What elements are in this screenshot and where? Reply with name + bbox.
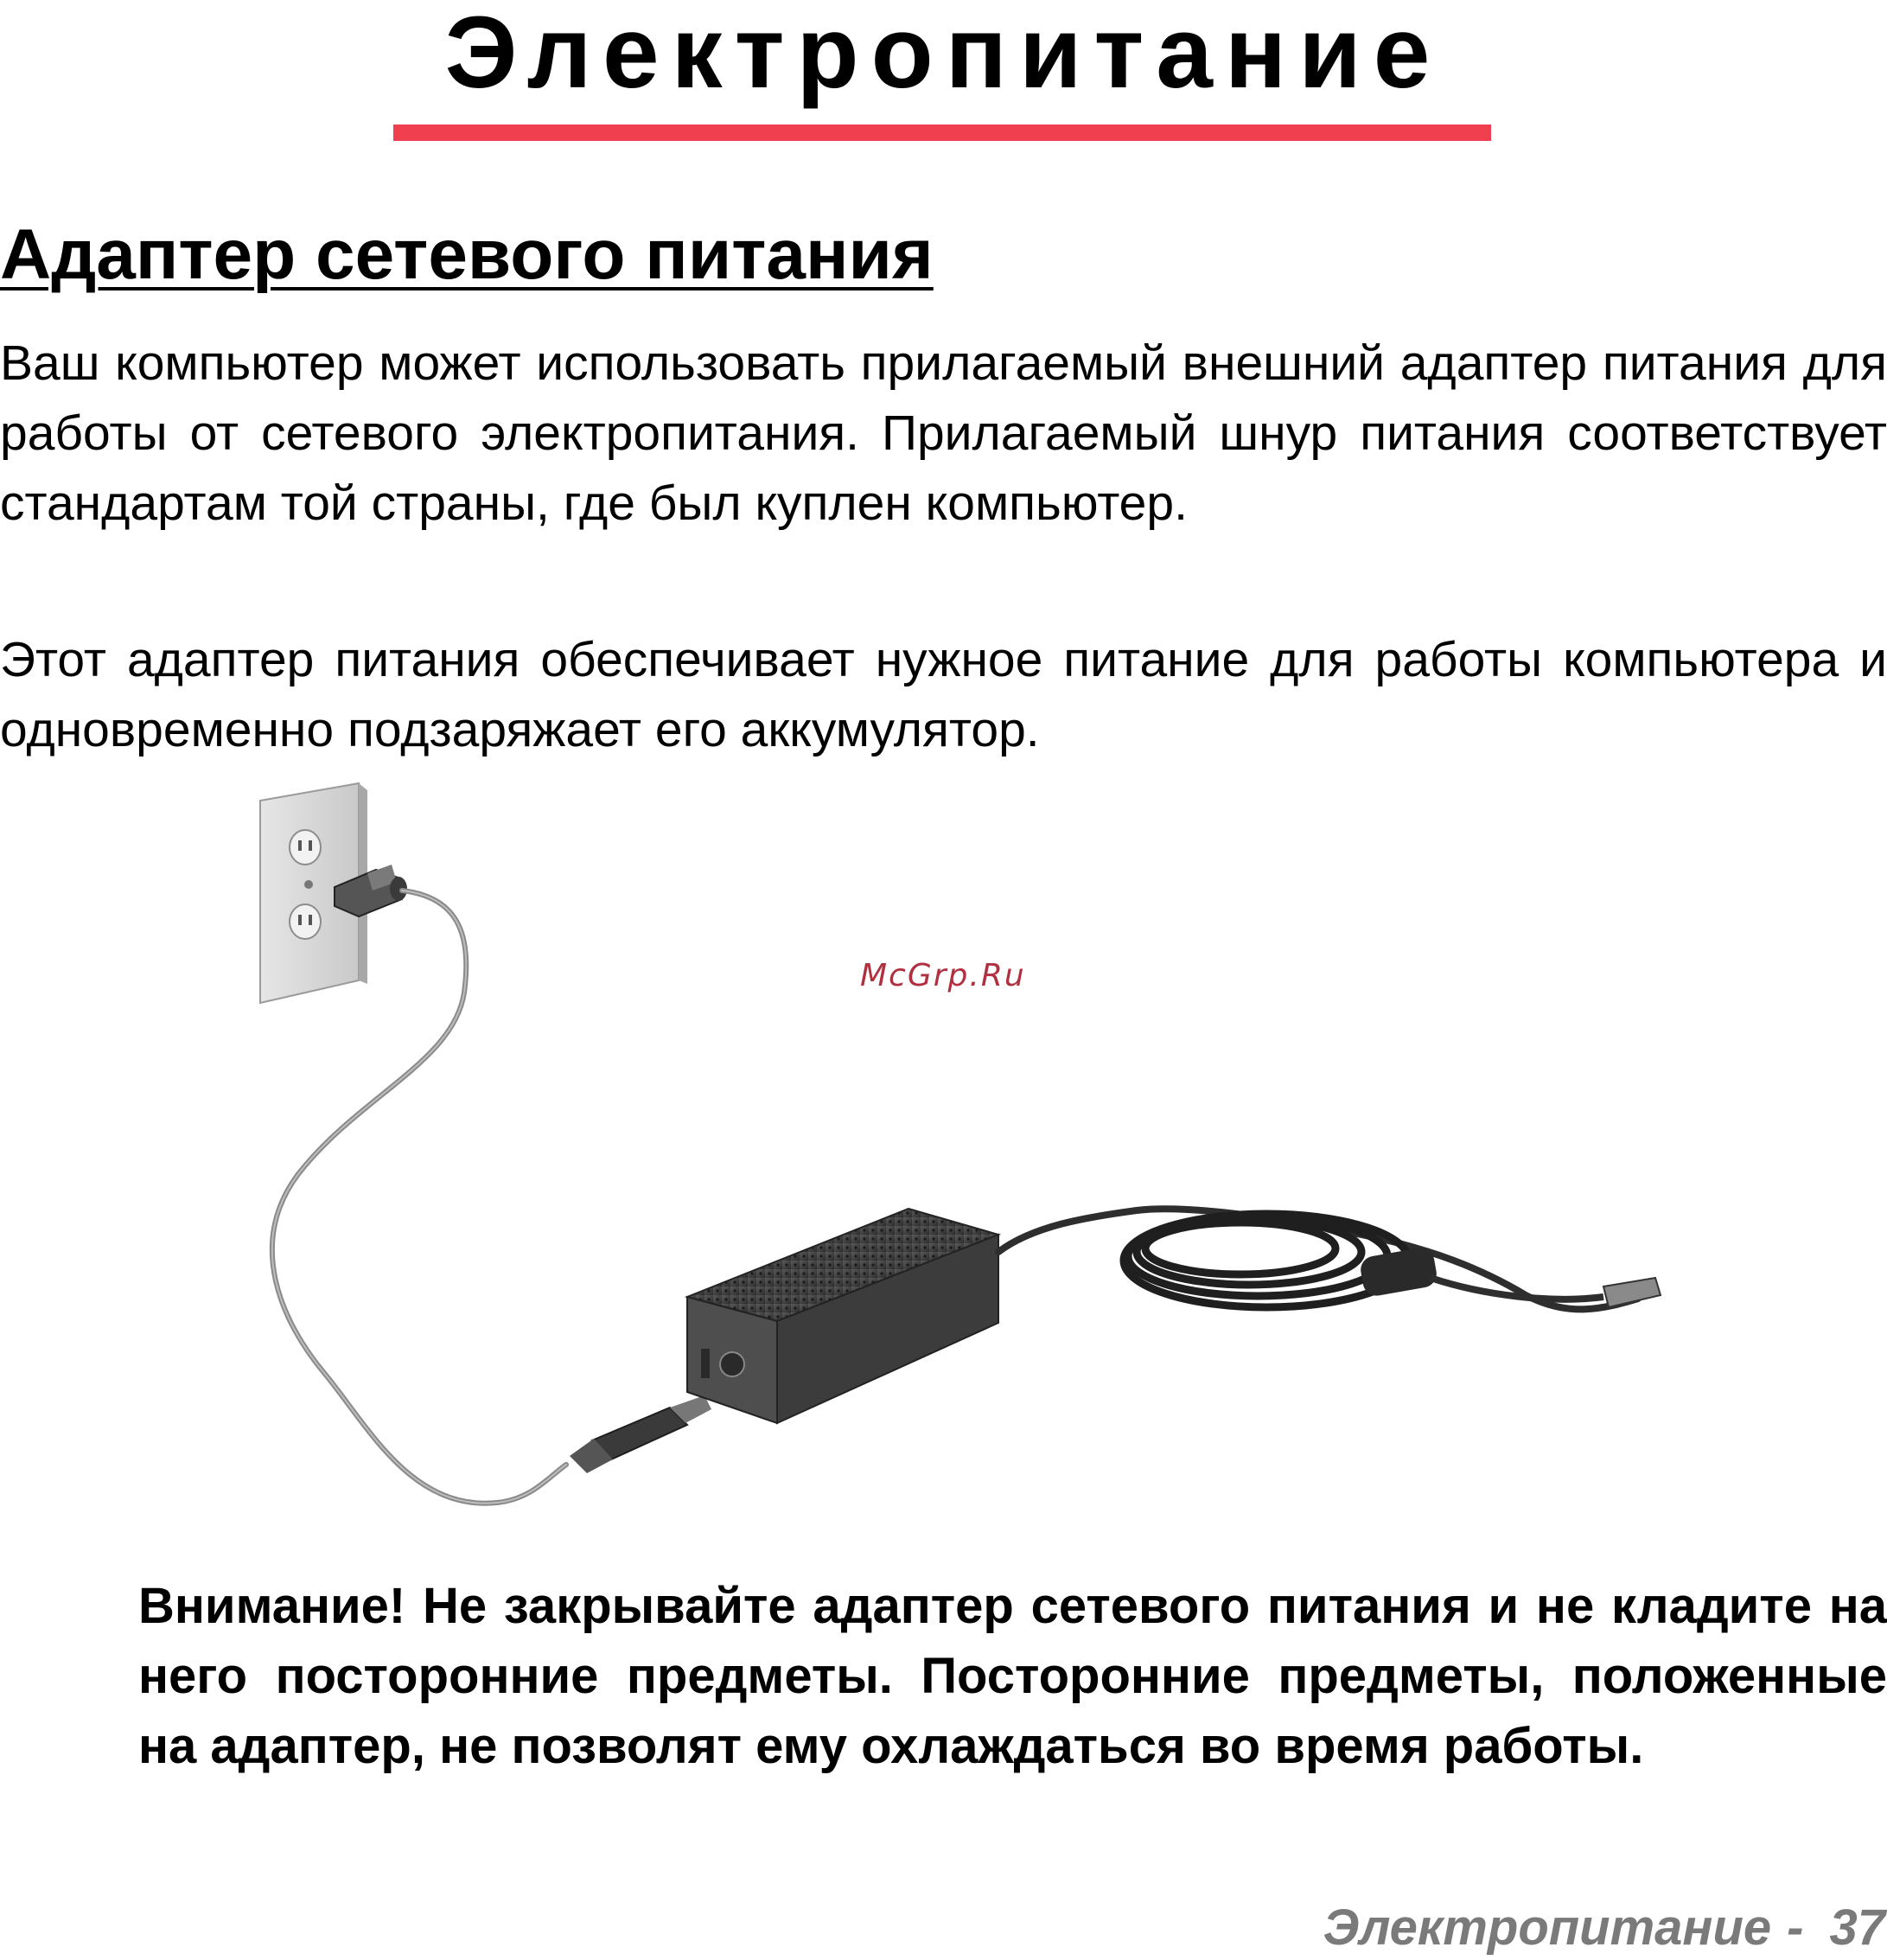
section-heading: Адаптер сетевого питания [0, 215, 934, 294]
body-paragraph: Этот адаптер питания обеспечивает нужное питание для работы компьютера и одновременно подзаряжает его аккумулятор. [0, 632, 1887, 757]
power-brick-icon [687, 1209, 998, 1423]
title-underline-rule [393, 124, 1491, 141]
ac-adapter-illustration [238, 768, 1673, 1530]
body-paragraph: Ваш компьютер может использовать прилагаемый внешний адаптер питания для работы от сетевого электропитания. Прилагаемый шнур питания соответствует стандартам той страны, где был куплен компьютер. [0, 335, 1887, 531]
watermark-text: McGrp.Ru [860, 958, 1026, 993]
footer-separator: - [1787, 1899, 1804, 1956]
c5-connector-icon [570, 1395, 711, 1473]
warning-note: Внимание! Не закрывайте адаптер сетевого питания и не кладите на него посторонние предметы. Посторонние предметы, положенные на адаптер, не позволят ему охлаждаться во время работы. [138, 1578, 1887, 1774]
ac-adapter-icon [238, 768, 1673, 1530]
footer-section-title: Электропитание [1323, 1899, 1772, 1956]
page-number: 37 [1829, 1899, 1885, 1956]
page-footer [1323, 1900, 1885, 1956]
chapter-title: Электропитание [444, 0, 1443, 110]
